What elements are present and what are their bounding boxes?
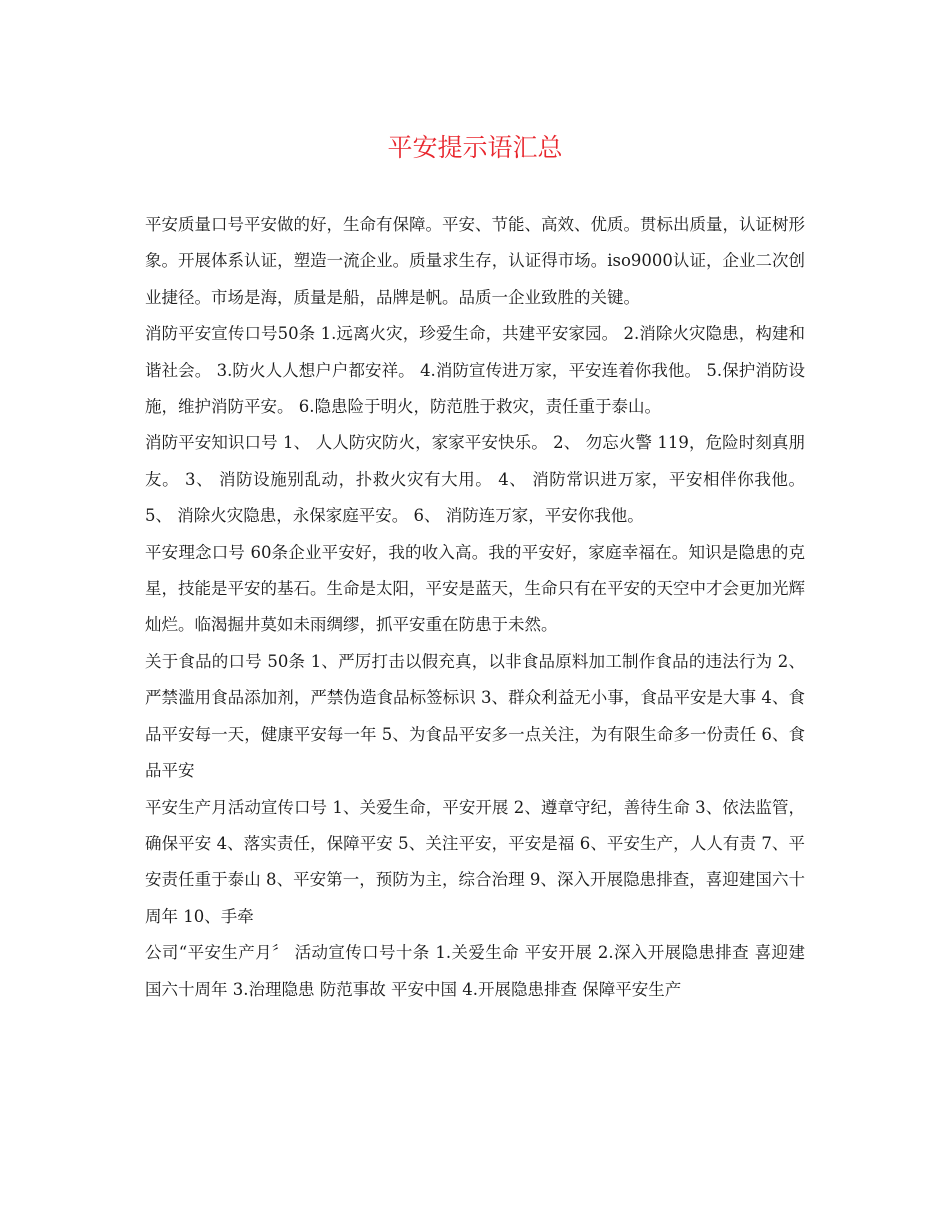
paragraph-company-safety-month-slogans: 公司“平安生产月〞 活动宣传口号十条 1.关爱生命 平安开展 2.深入开展隐患排查 喜迎建国六十周年 3.治理隐患 防范事故 平安中国 4.开展隐患排查 保障平安生产	[145, 943, 805, 999]
paragraph-fire-knowledge-slogans: 消防平安知识口号 1、 人人防灾防火，家家平安快乐。 2、 勿忘火警 119，危险时刻真朋友。 3、 消防设施别乱动，扑救火灾有大用。 4、 消防常识进万家，平安相伴你我他。 5、 消除火灾隐患，永保家庭平安。 6、 消防连万家，平安你我他。	[145, 433, 805, 526]
paragraph-safety-concept-slogans: 平安理念口号 60条企业平安好，我的收入高。我的平安好，家庭幸福在。知识是隐患的克星，技能是平安的基石。生命是太阳，平安是蓝天，生命只有在平安的天空中才会更加光辉灿烂。临渴掘井莫如未雨绸缪，抓平安重在防患于未然。	[145, 542, 805, 635]
paragraph-food-slogans: 关于食品的口号 50条 1、严厉打击以假充真，以非食品原料加工制作食品的违法行为 2、严禁滥用食品添加剂，严禁伪造食品标签标识 3、群众利益无小事，食品平安是大事 4、食品平安每一天，健康平安每一年 5、为食品平安多一点关注，为有限生命多一份责任 6、食品平安	[145, 651, 805, 781]
document-title: 平安提示语汇总	[387, 133, 563, 162]
paragraph-fire-safety-slogans: 消防平安宣传口号50条 1.远离火灾，珍爱生命，共建平安家园。 2.消除火灾隐患，构建和谐社会。 3.防火人人想户户都安祥。 4.消防宣传进万家，平安连着你我他。 5.保护消防设施，维护消防平安。 6.隐患险于明火，防范胜于救灾，责任重于泰山。	[145, 324, 805, 417]
document-body	[145, 207, 805, 1008]
paragraph-safety-month-slogans: 平安生产月活动宣传口号 1、关爱生命，平安开展 2、遵章守纪，善待生命 3、依法监管，确保平安 4、落实责任，保障平安 5、关注平安，平安是福 6、平安生产，人人有责 7、平安责任重于泰山 8、平安第一，预防为主，综合治理 9、深入开展隐患排查，喜迎建国六十周年 10、手牵	[145, 797, 805, 926]
paragraph-quality-slogans: 平安质量口号平安做的好，生命有保障。平安、节能、高效、优质。贯标出质量，认证树形象。开展体系认证，塑造一流企业。质量求生存，认证得市场。iso9000认证，企业二次创业捷径。市场是海，质量是船，品牌是帆。品质一企业致胜的关键。	[145, 215, 805, 307]
